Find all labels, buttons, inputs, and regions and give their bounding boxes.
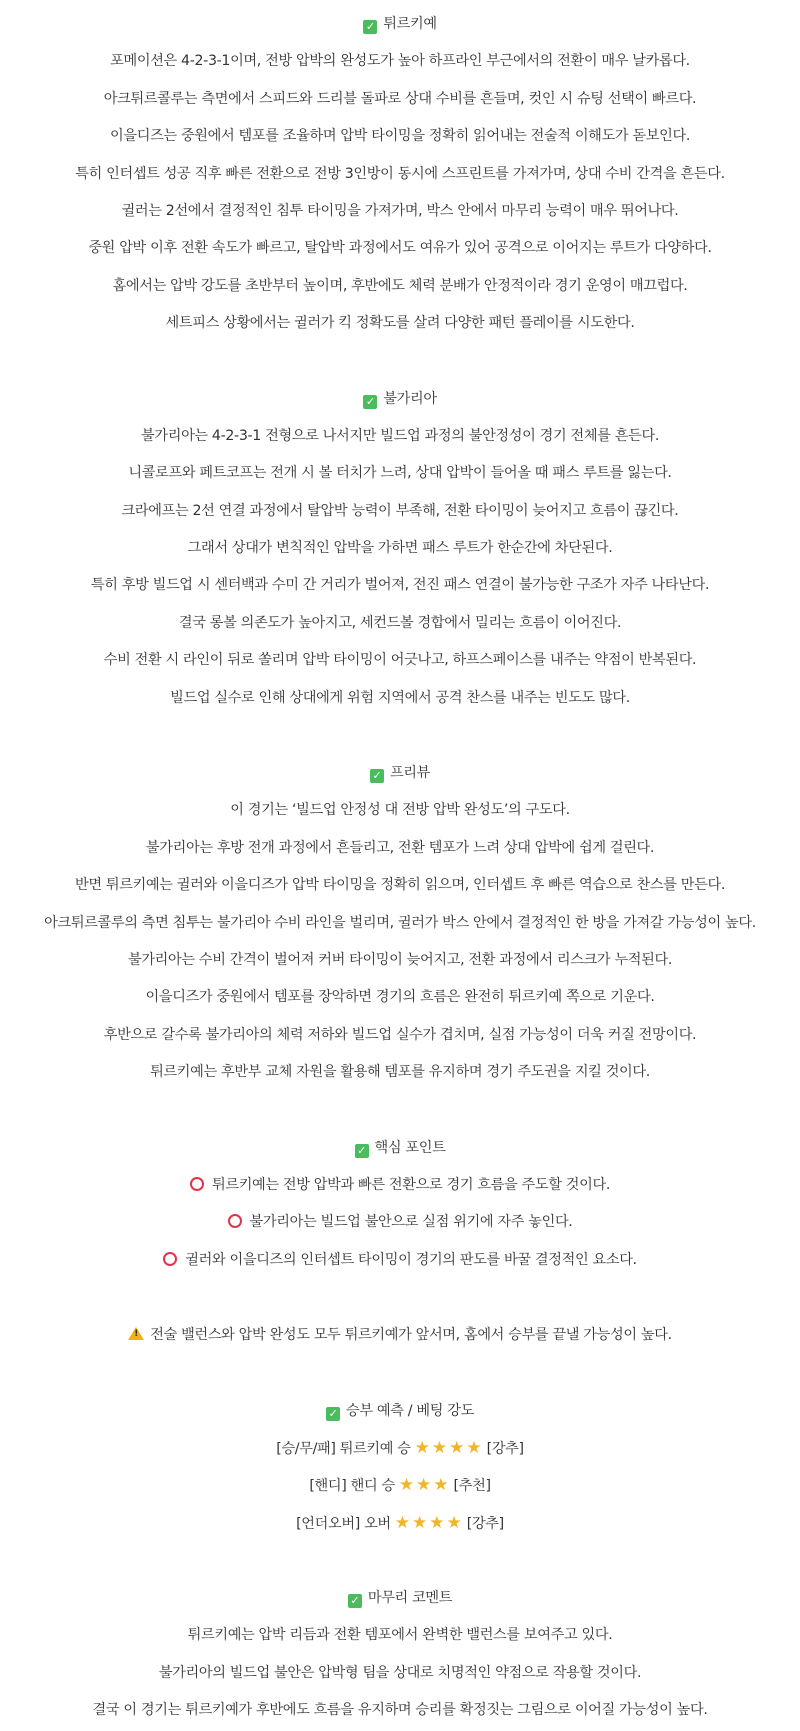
check-icon: ✓ bbox=[348, 1594, 362, 1608]
check-icon: ✓ bbox=[355, 1144, 369, 1158]
warning-icon bbox=[128, 1327, 144, 1340]
star-rating-icon: ★★★ bbox=[398, 1475, 451, 1496]
paragraph-line: 튀르키예는 압박 리듬과 전환 템포에서 완벽한 밸런스를 보여주고 있다. bbox=[187, 1627, 613, 1644]
paragraph-line: 귈러는 2선에서 결정적인 침투 타이밍을 가져가며, 박스 안에서 마무리 능력이 매우 뛰어나다. bbox=[121, 202, 679, 219]
section-heading bbox=[0, 755, 800, 792]
paragraph-line: 니콜로프와 페트코프는 전개 시 볼 터치가 느려, 상대 압박이 들어올 때 패스 루트를 잃는다. bbox=[128, 465, 672, 482]
key-point-item bbox=[0, 1167, 800, 1204]
key-point-item bbox=[0, 1204, 800, 1241]
key-point-item bbox=[0, 1242, 800, 1279]
section-prediction bbox=[0, 1393, 800, 1543]
circle-icon bbox=[228, 1214, 242, 1228]
paragraph-line: 특히 인터셉트 성공 직후 빠른 전환으로 전방 3인방이 동시에 스프린트를 가져가며, 상대 수비 간격을 흔든다. bbox=[75, 165, 725, 182]
section-heading bbox=[0, 1580, 800, 1617]
section-heading bbox=[0, 1130, 800, 1167]
paragraph-line: 불가리아는 후방 전개 과정에서 흔들리고, 전환 템포가 느려 상대 압박에 쉽게 걸린다. bbox=[145, 839, 655, 856]
paragraph-line: 불가리아의 빌드업 불안은 압박형 팀을 상대로 치명적인 약점으로 작용할 것이다. bbox=[158, 1664, 642, 1681]
key-point-text: 귈러와 이을디즈의 인터셉트 타이밍이 경기의 판도를 바꿀 결정적인 요소다. bbox=[185, 1251, 637, 1268]
paragraph-line: 튀르키예는 후반부 교체 자원을 활용해 템포를 유지하며 경기 주도권을 지킬 것이다. bbox=[150, 1064, 650, 1081]
paragraph-line: 불가리아는 4-2-3-1 전형으로 나서지만 빌드업 과정의 불안정성이 경기 전체를 흔든다. bbox=[141, 427, 659, 444]
key-point-text: 튀르키예는 전방 압박과 빠른 전환으로 경기 흐름을 주도할 것이다. bbox=[211, 1176, 611, 1193]
section-warning bbox=[0, 1317, 800, 1354]
section-key-points bbox=[0, 1130, 800, 1280]
paragraph-line: 후반으로 갈수록 불가리아의 체력 저하와 빌드업 실수가 겹치며, 실점 가능성이 더욱 커질 전망이다. bbox=[103, 1026, 697, 1043]
prediction-row bbox=[0, 1505, 800, 1542]
section-title: 프리뷰 bbox=[389, 765, 431, 782]
prediction-grade: [추천] bbox=[453, 1478, 491, 1495]
check-icon: ✓ bbox=[363, 20, 377, 34]
paragraph-line: 홈에서는 압박 강도를 초반부터 높이며, 후반에도 체력 분배가 안정적이라 경기 운영이 매끄럽다. bbox=[112, 277, 688, 294]
paragraph-line: 이을디즈는 중원에서 템포를 조율하며 압박 타이밍을 정확히 읽어내는 전술적 이해도가 돋보인다. bbox=[110, 128, 690, 145]
section-closing bbox=[0, 1580, 800, 1730]
paragraph-line: 특히 후방 빌드업 시 센터백과 수미 간 거리가 벌어져, 전진 패스 연결이 불가능한 구조가 자주 나타난다. bbox=[90, 577, 710, 594]
paragraph-line: 아크튀르콜루는 측면에서 스피드와 드리블 돌파로 상대 수비를 흔들며, 컷인 시 슈팅 선택이 빠르다. bbox=[103, 90, 697, 107]
prediction-grade: [강추] bbox=[466, 1515, 504, 1532]
key-point-text: 불가리아는 빌드업 불안으로 실점 위기에 자주 놓인다. bbox=[249, 1214, 573, 1231]
paragraph-line: 이을디즈가 중원에서 템포를 장악하면 경기의 흐름은 완전히 튀르키예 쪽으로 기운다. bbox=[145, 989, 655, 1006]
section-title: 승부 예측 / 베팅 강도 bbox=[346, 1402, 474, 1419]
paragraph-line: 크라에프는 2선 연결 과정에서 탈압박 능력이 부족해, 전환 타이밍이 늦어지고 흐름이 끊긴다. bbox=[121, 502, 679, 519]
warning-text: 전술 밸런스와 압박 완성도 모두 튀르키예가 앞서며, 홈에서 승부를 끝낼 가능성이 높다. bbox=[150, 1327, 672, 1344]
check-icon: ✓ bbox=[326, 1407, 340, 1421]
prediction-row bbox=[0, 1467, 800, 1504]
section-turkey bbox=[0, 6, 800, 343]
star-rating-icon: ★★★★ bbox=[414, 1437, 484, 1458]
paragraph-line: 결국 이 경기는 튀르키예가 후반에도 흐름을 유지하며 승리를 확정짓는 그림으로 이어질 가능성이 높다. bbox=[92, 1702, 708, 1719]
prediction-label: [언더오버] 오버 bbox=[296, 1515, 391, 1532]
paragraph-line: 이 경기는 ‘빌드업 안정성 대 전방 압박 완성도’의 구도다. bbox=[230, 802, 570, 819]
section-preview bbox=[0, 755, 800, 1092]
paragraph-line: 불가리아는 수비 간격이 벌어져 커버 타이밍이 늦어지고, 전환 과정에서 리스크가 누적된다. bbox=[127, 951, 673, 968]
paragraph-line: 반면 튀르키예는 귈러와 이을디즈가 압박 타이밍을 정확히 읽으며, 인터셉트 후 빠른 역습으로 찬스를 만든다. bbox=[74, 877, 726, 894]
section-heading bbox=[0, 6, 800, 43]
section-title: 핵심 포인트 bbox=[374, 1139, 446, 1156]
prediction-label: [핸디] 핸디 승 bbox=[309, 1478, 395, 1495]
warning-line bbox=[0, 1317, 800, 1354]
paragraph-line: 세트피스 상황에서는 귈러가 킥 정확도를 살려 다양한 패턴 플레이를 시도한다. bbox=[165, 315, 635, 332]
section-title: 튀르키예 bbox=[383, 16, 437, 32]
paragraph-line: 수비 전환 시 라인이 뒤로 쏠리며 압박 타이밍이 어긋나고, 하프스페이스를 내주는 약점이 반복된다. bbox=[103, 652, 697, 669]
paragraph-line: 중원 압박 이후 전환 속도가 빠르고, 탈압박 과정에서도 여유가 있어 공격으로 이어지는 루트가 다양하다. bbox=[88, 240, 712, 257]
prediction-row bbox=[0, 1430, 800, 1467]
circle-icon bbox=[190, 1177, 204, 1191]
paragraph-line: 그래서 상대가 변칙적인 압박을 가하면 패스 루트가 한순간에 차단된다. bbox=[187, 540, 613, 557]
section-title: 불가리아 bbox=[383, 390, 437, 407]
check-icon: ✓ bbox=[363, 395, 377, 409]
section-heading bbox=[0, 381, 800, 418]
prediction-label: [승/무/패] 튀르키예 승 bbox=[276, 1440, 411, 1457]
star-rating-icon: ★★★★ bbox=[394, 1512, 464, 1533]
paragraph-line: 빌드업 실수로 인해 상대에게 위험 지역에서 공격 찬스를 내주는 빈도도 많다. bbox=[170, 689, 630, 706]
paragraph-line: 포메이션은 4-2-3-1이며, 전방 압박의 완성도가 높아 하프라인 부근에서의 전환이 매우 날카롭다. bbox=[110, 53, 690, 70]
paragraph-line: 결국 롱볼 의존도가 높아지고, 세컨드볼 경합에서 밀리는 흐름이 이어진다. bbox=[178, 614, 622, 631]
prediction-grade: [강추] bbox=[486, 1440, 524, 1457]
section-bulgaria bbox=[0, 381, 800, 718]
section-title: 마무리 코멘트 bbox=[367, 1590, 453, 1607]
section-heading bbox=[0, 1393, 800, 1430]
check-icon: ✓ bbox=[370, 769, 384, 783]
paragraph-line: 아크튀르콜루의 측면 침투는 불가리아 수비 라인을 벌리며, 귈러가 박스 안에서 결정적인 한 방을 가져갈 가능성이 높다. bbox=[44, 914, 756, 931]
circle-icon bbox=[163, 1252, 177, 1266]
